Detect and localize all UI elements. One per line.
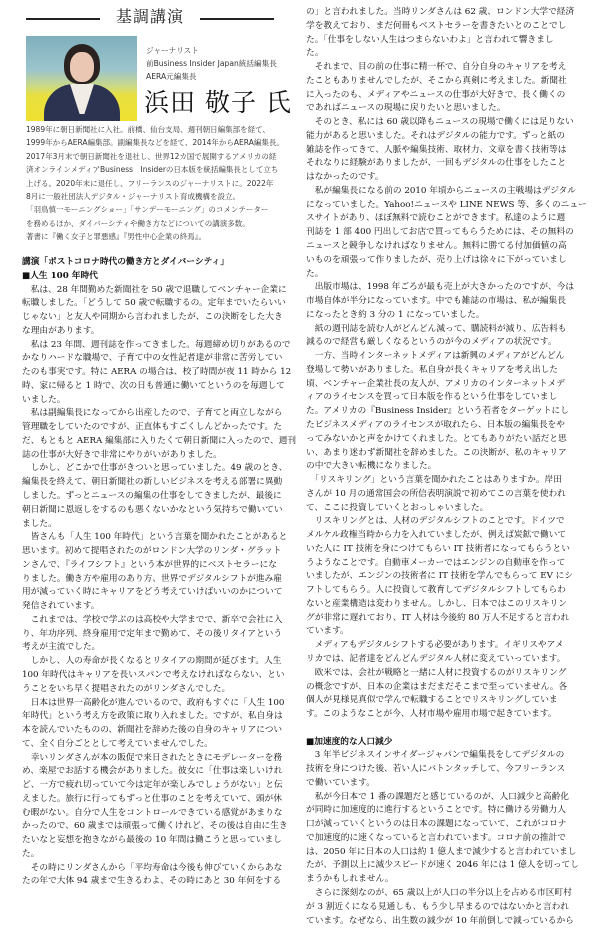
header-rule-right [200, 18, 274, 20]
body-line: 私が編集長になる前の 2010 年頃からニュースの主戦場はデジタル [306, 185, 576, 196]
body-line: 減るので経営も厳しくなるというのが今のメディアの状況です。 [306, 337, 557, 348]
body-line: たのも事実です。特に AERA の場合は、校了時間が夜 11 時から 12 [22, 367, 292, 378]
body-line: 雑誌を作ってきて、人脈や編集技術、取材力、文章を書く技術等は [306, 144, 567, 155]
speaker-role: ジャーナリスト [146, 46, 199, 55]
body-line: 本を読んでいたものの、新聞社を辞めた後の自身のキャリアについ [22, 725, 283, 736]
speaker-name: 浜田 敬子 氏 [144, 88, 292, 117]
body-line: になっていました。Yahoo!ニュースや LINE NEWS 等、多くのニュー [306, 199, 587, 210]
body-line: になったとき約 3 分の 1 になっていました。 [306, 309, 485, 320]
lecture-title: 講演「ポストコロナ時代の働き方とダイバーシティ」 [22, 257, 229, 267]
body-line: ど、一方で疲れ切っていて今は定年が楽しみでしょうがない」と伝 [22, 780, 283, 791]
body-line: 能力があると思いました。それはデジタルの能力です。ずっと紙の [306, 130, 565, 141]
body-line: に入ったのも、メディアやニュースの仕事が大好きで、長く働くの [306, 89, 566, 100]
body-line: り、年功序列、終身雇用で定年まで勤めて、その後リタイアという [22, 628, 283, 639]
body-line: これまでは、学校で学ぶのは高校や大学までで、新卒で会社に入 [22, 614, 283, 625]
speaker-role: 前Business Insider Japan統括編集長 [146, 59, 277, 68]
body-line: 私が今日本で 1 番の課題だと感じているのが、人口減少と高齢化 [306, 791, 569, 802]
speaker-photo [26, 36, 137, 121]
body-line: であればニュースの現場に戻りたいと思いました。 [306, 103, 506, 114]
body-line: メルケル政権当時から力を入れていましたが、例えば炭鉱で働いて [306, 530, 567, 541]
body-line: いましたが、エンジンの技術者に IT 技術を学んでもらって EV にシ [306, 571, 574, 582]
body-line: 思います。初めて提唱されたのがロンドン大学のリンダ・グラット [22, 546, 282, 557]
blank-line [306, 722, 587, 736]
body-line: 管理職をしていたのですが、正直体もすごくしんどかったです。た [22, 422, 282, 433]
body-line: 3 年半ビジネスインサイダージャパンで編集長をしてデジタルの [306, 750, 565, 761]
body-line: 100 年時代はキャリアを長いスパンで考えなければならない、とい [22, 669, 285, 680]
body-line: む暇がない。自分で人生をコントロールできている感覚があまりな [22, 807, 283, 818]
body-line: まうかもしれません。 [306, 874, 394, 885]
body-line: 口が減っていくというのは日本の課題になっていて、これがコロナ [306, 819, 567, 830]
body-line: 年時代」という考え方を政策に取り入れました。ですが、私自身は [22, 711, 283, 722]
speaker-role: AERA元編集長 [146, 72, 197, 81]
body-line: の概念ですが、日本の企業はまだまだそこまで至っていません。各 [306, 681, 568, 692]
bio-line: 済オンラインメディアBusiness Insiderの日本版を統括編集長として立ち [26, 165, 279, 175]
left-column [22, 256, 296, 889]
body-line: いました。 [22, 394, 66, 405]
right-column [306, 6, 587, 928]
body-line: うようなことです。自動車メーカーではエンジンの自動車を作って [306, 557, 566, 568]
section-heading: ■加速度的な人口減少 [306, 736, 393, 747]
body-line: そのとき、私には 60 歳以降もニュースの現場で働くには足りない [306, 117, 574, 128]
body-line: 頃、ベンチャー企業社長の友人が、アメリカのインターネットメデ [306, 378, 565, 389]
body-line: たの年で大体 94 歳まで生きるわよ、その時にあと 30 年何をする [22, 876, 282, 887]
body-line: グが非常に遅れており、IT 人材は今後約 80 万人不足すると言われ [306, 612, 570, 623]
body-line: フトしてもらう。人に投資して教育してデジタルシフトしてもらわ [306, 585, 566, 596]
body-line: す。このようなことが今、人材市場や雇用市場で起きています。 [306, 709, 557, 720]
bio-line: 著書に『働く女子と罪悪感』『男性中心企業の終焉』。 [26, 232, 206, 242]
body-line: 学を教えており、まだ何冊もベストセラーを書きたいとのことでし [306, 20, 567, 31]
body-line: かなりハードな職場で、子育て中の女性記者達が非常に苦労してい [22, 353, 283, 364]
body-line: 個人が見様見真似で学んで転職することでリスキリングしていま [306, 695, 558, 706]
body-line: たが、予測以上に減少スピードが速く 2046 年には 1 億人を切ってし [306, 860, 579, 871]
body-line: な理由があります。 [22, 325, 100, 336]
bio-line: 上げる。2020年末に退任し、フリーランスのジャーナリストに。2022年 [26, 178, 274, 188]
body-line: 日本は世界一高齢化が進んでいるので、政府もすぐに「人生 100 [22, 697, 285, 708]
body-line: たビジネスメディアのライセンスが取れたら、日本版の編集長をや [306, 419, 565, 430]
body-line: 紙の週刊誌を読む人がどんどん減って、購読料が減り、広告料も [306, 323, 567, 334]
body-line: いものを頑張って作りましたが、売り上げは徐々に下がっていまし [306, 254, 567, 265]
body-line: た。 [306, 268, 324, 279]
body-line: 私は副編集長になってから出産したので、子育てと両立しながら [22, 408, 283, 419]
body-line: の中で大きい転機になりました。 [306, 461, 437, 472]
body-line: て、全く自分ごととして考えていませんでした。 [22, 738, 213, 749]
body-line: その時にリンダさんから「平均寿命は今後も伸びていくからあな [22, 862, 283, 873]
body-line: 用が減っていく時にキャリアをどう考えていけばいいのかについて [22, 587, 283, 598]
body-line: は、2050 年に日本の人口は約 1 億人まで減少すると言われていまし [306, 846, 577, 857]
body-line: リスキリングとは、人材のデジタルシフトのことです。ドイツで [306, 516, 565, 527]
body-line: 一方、当時インターネットメディアは新興のメディアがどんどん [306, 351, 565, 362]
body-line: たこともありませんでしたが、そこから真剣に考えました。新聞社 [306, 75, 567, 86]
body-line: それまで、目の前の仕事に精一杯で、自分自身のキャリアを考え [306, 62, 567, 73]
body-line: 編集長を終えて、朝日新聞社の新しいビジネスを考える部署に異動 [22, 477, 283, 488]
body-line: が同時に加速度的に進行するということです。特に働ける労働力人 [306, 805, 566, 816]
body-line: 朝日新聞に恩返しをするのも悪くないかなという気持ちで働いてい [22, 504, 283, 515]
body-line: スサイトがあり、ほぼ無料で読むことができます。私達のように週 [306, 213, 566, 224]
body-line: 発信されています。 [22, 601, 100, 612]
body-line: ィアのライセンスを買って日本版を作るという仕事をしていまし [306, 392, 558, 403]
body-line: た。 [22, 848, 40, 859]
body-line: て、ここに投資していくとおっしゃいました。 [306, 502, 489, 513]
bio-line: 1989年に朝日新聞社に入社。前橋、仙台支局、週刊朝日編集部を経て、 [26, 125, 270, 134]
body-line: ンさんで、『ライフシフト』という本が世界的にベストセラーにな [22, 559, 277, 570]
section-header [26, 6, 274, 28]
body-line: 皆さんも「人生 100 年時代」という言葉を聞かれたことがあると [22, 532, 288, 543]
body-line: 時、家に帰ると 1 時で、次の日も普通に働いてというのを毎週して [22, 380, 285, 391]
body-line: の」と言われました。当時リンダさんは 62 歳、ロンドン大学で経済 [306, 7, 575, 17]
body-line: 技術を身につけた後、若い人にバトンタッチして、今フリーランス [306, 764, 566, 775]
body-line: 登場して勢いがありました。私自身が長くキャリアを考え出した [306, 364, 558, 375]
body-line: ています。なぜなら、出生数の減少が 10 年前倒しで減っているから [306, 915, 574, 926]
body-line: じゃない」と友人や同期から言われましたが、この決断をした大き [22, 312, 283, 323]
body-line: で加速度的に速くなっていると言われています。コロナ前の推計で [306, 832, 566, 843]
bio-line: 1999年からAERA編集部。副編集長などを経て、2014年からAERA編集長。 [26, 138, 284, 148]
photo-face [70, 52, 94, 82]
section-heading: ■人生 100 年時代 [22, 270, 98, 281]
body-line: はなかったのです。 [306, 172, 384, 183]
bio-line: 2017年3月末で朝日新聞社を退社し、世界12カ国で展開するアメリカの経 [26, 151, 277, 161]
body-line: ないと産業構造は変わりません。しかし、日本ではこのリスキリン [306, 598, 567, 609]
section-title: 基調講演 [115, 7, 184, 26]
bio-line: 8月に一般社団法人デジタル・ジャーナリスト育成機構を設立。 [26, 192, 241, 202]
body-line: 出版市場は、1998 年ごろが最も売上が大きかったのですが、今は [306, 282, 575, 293]
body-line: さらに深刻なのが、65 歳以上が人口の半分以上を占める市区町村 [306, 888, 572, 898]
body-line: 欧米では、会社が戦略と一緒に人材に投資するのがリスキリング [306, 667, 567, 678]
body-line: で働いています。 [306, 777, 375, 788]
body-line: ています。 [306, 626, 349, 637]
body-line: 誌の仕事が大好きで非常にやりがいがありました。 [22, 449, 222, 460]
body-line: 「リスキリング」という言葉を聞かれたことはありますか。岸田 [306, 475, 562, 486]
bio-line: 「羽鳥慎一モーニングショー」「サンデーモーニング」のコメンテーター [26, 205, 269, 215]
body-line: たいなと妄想を抱きながら最後の 10 年間は働こうと思っていまし [22, 835, 282, 846]
body-line: 幸いリンダさんが本の販促で来日されたときにモデレーターを務 [22, 752, 283, 763]
body-line: い、あまり迷わず新聞社を辞めました。この決断が、私のキャリア [306, 447, 567, 458]
body-line: うことをいち早く提唱されたのがリンダさんでした。 [22, 683, 231, 694]
body-line: た。 [306, 48, 324, 59]
body-line: 私は、28 年間勤めた新聞社を 50 歳で退職してベンチャー企業に [22, 284, 287, 295]
body-line: ニュースと競争しなければなりません。無料に勝てる付加価値の高 [306, 241, 567, 252]
body-line: それなりに経験がありましたが、一回もデジタルの仕事をしたこと [306, 158, 567, 169]
body-line: た。アメリカの『Business Insider』という若者をターゲットにし [306, 406, 569, 417]
body-line: だ、もともと AERA 編集部に入りたくて朝日新聞に入ったので、週刊 [22, 435, 297, 446]
body-line: リカでは、記者達をどんどんデジタル人材に変えていっています。 [306, 653, 566, 664]
body-line: かったので、60 歳までは頑張って働くけれど、その後は自由に生き [22, 821, 288, 832]
body-line: しかし、どこかで仕事がきついと思っていました。49 歳のとき、 [22, 463, 288, 474]
body-line: ってみないかと声をかけてくれました。とてもありがたい話だと思 [306, 433, 567, 444]
body-line: しました。ずっとニュースの編集の仕事をしてきましたが、最後に [22, 491, 282, 502]
body-line: さんが 10 月の通常国会の所信表明演説で初めてこの言葉を使われ [306, 488, 566, 499]
body-line: いた人に IT 技術を身につけてもらい IT 技術者になってもらうとい [306, 543, 570, 554]
body-line: ました。 [22, 518, 57, 529]
body-line: メディアもデジタルシフトする必要があります。イギリスやアメ [306, 640, 564, 651]
body-line: 市場自体が半分になっています。中でも雑誌の市場は、私が編集長 [306, 296, 566, 307]
body-line: 刊誌を 1 部 400 円出してお店で買ってもらうためには、その無料の [306, 227, 574, 238]
body-line: りました。働き方や雇用のあり方、世界でデジタルシフトが進み雇 [22, 573, 282, 584]
body-line: えました。旅行に行ってもずっと仕事のことを考えていて、頭が休 [22, 793, 282, 804]
body-line: しかし、人の寿命が長くなるとリタイアの期間が延びます。人生 [22, 656, 282, 667]
bio-line: を務めるほか、ダイバーシティや働き方などについての講演多数。 [26, 218, 250, 228]
speaker-bio [26, 123, 302, 244]
body-line: 転職しました。「どうして 50 歳で転職するの。定年までいたらいい [22, 298, 286, 309]
body-line: 私は 23 年間、週刊誌を作ってきました。毎週締め切りがあるので [22, 339, 291, 350]
body-line: め、楽屋でお話する機会がありました。彼女に「仕事は楽しいけれ [22, 766, 283, 777]
body-line: た。「仕事をしない人生はつまらないわよ」と言われて響きまし [306, 34, 554, 45]
body-line: が 3 割近くになる見通しも、もう少し早まるのではないかと言われ [306, 901, 569, 912]
body-line: 考えが主流でした。 [22, 642, 101, 653]
